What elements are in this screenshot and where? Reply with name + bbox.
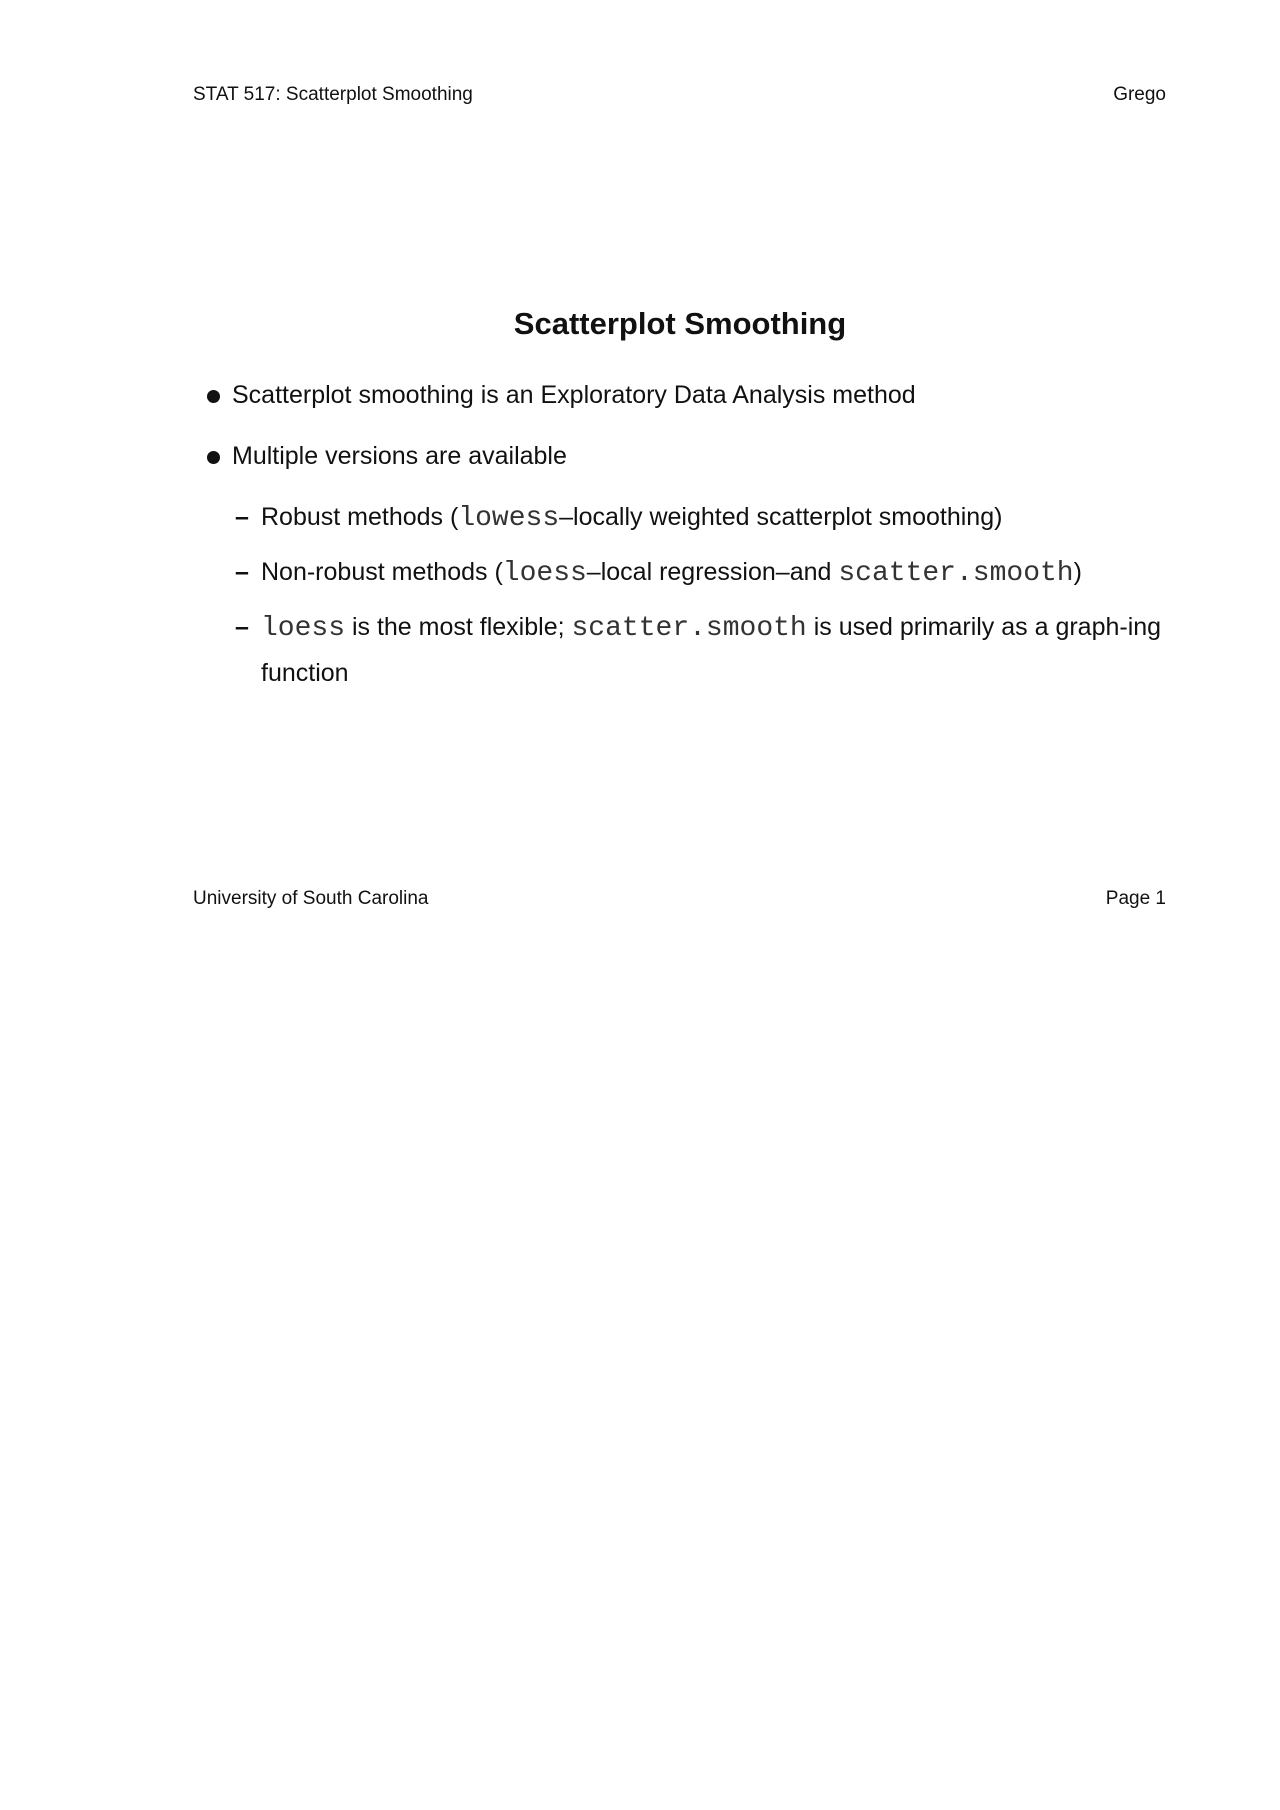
code-scatter-smooth: scatter.smooth (571, 613, 807, 644)
code-loess: loess (502, 558, 587, 589)
sub-item (205, 605, 1170, 696)
bullet-item (205, 434, 1170, 479)
footer-institution: University of South Carolina (193, 888, 429, 909)
bullet-dot-icon (207, 390, 220, 403)
sub-item-text-post: is used primarily as a graph-ing function (261, 613, 1162, 687)
dash-icon: – (235, 613, 249, 641)
sub-item-text-mid: is the most flexible; (345, 613, 572, 641)
bullet-text: Scatterplot smoothing is an Exploratory Data Analysis method (232, 381, 916, 409)
sub-item-text-pre: Robust methods ( (261, 503, 459, 531)
sub-item-text-post: ) (1073, 558, 1082, 586)
sub-item-text-pre: Non-robust methods ( (261, 558, 503, 586)
sub-item (205, 550, 1170, 596)
bullet-text: Multiple versions are available (232, 442, 567, 470)
bullet-item (205, 373, 1170, 418)
sub-item-text-post: –locally weighted scatterplot smoothing) (559, 503, 1003, 531)
sub-list (205, 495, 1170, 696)
slide-content (205, 373, 1170, 705)
sub-item (205, 495, 1170, 541)
page-header (193, 84, 1166, 106)
dash-icon: – (235, 503, 249, 531)
code-scatter-smooth: scatter.smooth (838, 558, 1074, 589)
page-footer (193, 888, 1166, 910)
code-loess: loess (261, 613, 346, 644)
code-lowess: lowess (458, 503, 560, 534)
sub-item-text-mid: –local regression–and (586, 558, 839, 586)
dash-icon: – (235, 558, 249, 586)
slide-title: Scatterplot Smoothing (513, 306, 847, 341)
bullet-dot-icon (207, 451, 220, 464)
header-course-title: STAT 517: Scatterplot Smoothing (193, 84, 473, 105)
header-author: Grego (1113, 84, 1166, 105)
footer-page-number: Page 1 (1105, 888, 1166, 909)
